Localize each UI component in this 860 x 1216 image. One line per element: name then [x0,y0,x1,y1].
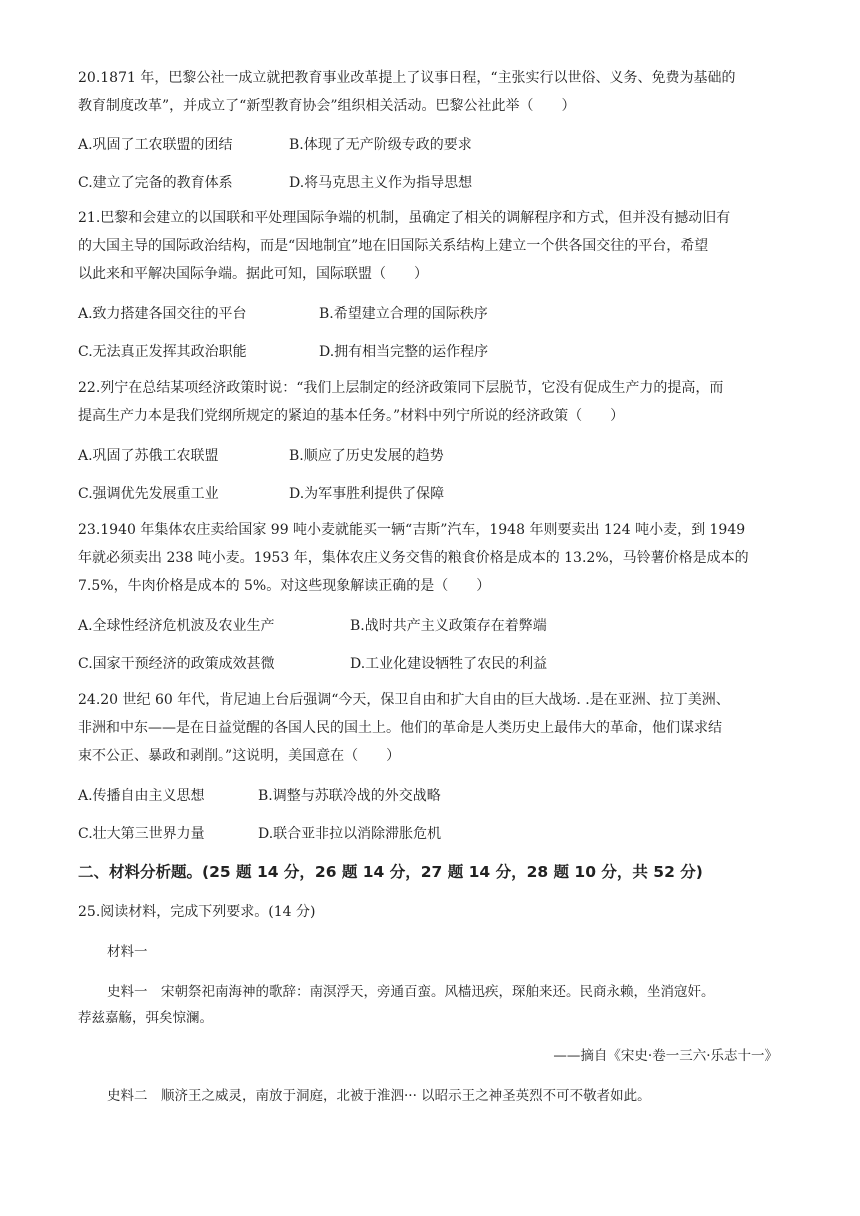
q23-option-b: B.战时共产主义政策存在着弊端 [350,618,547,634]
q22-option-c: C.强调优先发展重工业 [78,486,219,502]
q23-stem-line-2: 年就必须卖出 238 吨小麦。1953 年，集体农庄义务交售的粮食价格是成本的 13.2%，马铃薯价格是成本的 [78,550,749,566]
q20-option-b: B.体现了无产阶级专政的要求 [289,137,472,153]
q20-stem-line-1: 20.1871 年，巴黎公社一成立就把教育事业改革提上了议事日程，“主张实行以世俗、义务、免费为基础的 [78,70,736,86]
q21-option-d: D.拥有相当完整的运作程序 [319,344,489,360]
q20-option-c: C.建立了完备的教育体系 [78,175,233,191]
q20-option-a: A.巩固了工农联盟的团结 [78,137,233,153]
q21-stem-line-3: 以此来和平解决国际争端。据此可知，国际联盟（ ） [78,266,428,282]
q24-stem-line-1: 24.20 世纪 60 年代，肯尼迪上台后强调“今天，保卫自由和扩大自由的巨大战场. .是在亚洲、拉丁美洲、 [78,692,730,708]
q24-option-c: C.壮大第三世界力量 [78,826,205,842]
q25-material-label: 材料一 [107,944,148,960]
q21-stem-line-2: 的大国主导的国际政治结构，而是“因地制宜”地在旧国际关系结构上建立一个供各国交往的平台，希望 [78,238,709,254]
q21-stem-line-1: 21.巴黎和会建立的以国联和平处理国际争端的机制，虽确定了相关的调解程序和方式，但并没有撼动旧有 [78,210,731,226]
q25-source1-line-1: 史料一 宋朝祭祀南海神的歌辞：南溟浮天，旁通百蛮。风樯迅疾，琛舶来还。民商永赖，坐消寇奸。 [107,984,715,1000]
section-heading: 二、材料分析题。(25 题 14 分，26 题 14 分，27 题 14 分，28 题 10 分，共 52 分) [78,863,703,881]
q23-option-c: C.国家干预经济的政策成效甚微 [78,656,275,672]
q24-stem-line-2: 非洲和中东——是在日益觉醒的各国人民的国土上。他们的革命是人类历史上最伟大的革命，他们谋求结 [78,720,722,736]
q24-stem-line-3: 束不公正、暴政和剥削。”这说明，美国意在（ ） [78,748,401,764]
q24-option-b: B.调整与苏联冷战的外交战略 [258,788,441,804]
q22-option-b: B.顺应了历史发展的趋势 [289,448,444,464]
q23-stem-line-3: 7.5%，牛肉价格是成本的 5%。对这些现象解读正确的是（ ） [78,578,491,594]
q22-option-d: D.为军事胜利提供了保障 [289,486,445,502]
q25-source1-line-2: 荐兹嘉觞，弭矣惊澜。 [78,1010,213,1026]
q24-option-a: A.传播自由主义思想 [78,788,205,804]
q20-option-d: D.将马克思主义作为指导思想 [289,175,473,191]
q20-stem-line-2: 教育制度改革”，并成立了“新型教育协会”组织相关活动。巴黎公社此举（ ） [78,98,576,114]
q24-option-d: D.联合亚非拉以消除滞胀危机 [258,826,442,842]
q21-option-b: B.希望建立合理的国际秩序 [319,306,488,322]
q25-source2-line-1: 史料二 顺济王之威灵，南放于洞庭，北被于淮泗··· 以昭示王之神圣英烈不可不敬者如此。 [107,1088,651,1104]
q23-option-a: A.全球性经济危机波及农业生产 [78,618,275,634]
q23-option-d: D.工业化建设牺牲了农民的利益 [350,656,548,672]
q22-stem-line-1: 22.列宁在总结某项经济政策时说：“我们上层制定的经济政策同下层脱节，它没有促成生产力的提高，而 [78,380,724,396]
q22-option-a: A.巩固了苏俄工农联盟 [78,448,219,464]
q21-option-a: A.致力搭建各国交往的平台 [78,306,247,322]
q23-stem-line-1: 23.1940 年集体农庄卖给国家 99 吨小麦就能买一辆“吉斯”汽车，1948 年则要卖出 124 吨小麦，到 1949 [78,522,746,538]
q25-prompt: 25.阅读材料，完成下列要求。(14 分) [78,904,316,920]
q21-option-c: C.无法真正发挥其政治职能 [78,344,247,360]
q22-stem-line-2: 提高生产力本是我们党纲所规定的紧迫的基本任务。”材料中列宁所说的经济政策（ ） [78,408,625,424]
q25-source1-citation: ——摘自《宋史·卷一三六·乐志十一》 [553,1048,778,1064]
